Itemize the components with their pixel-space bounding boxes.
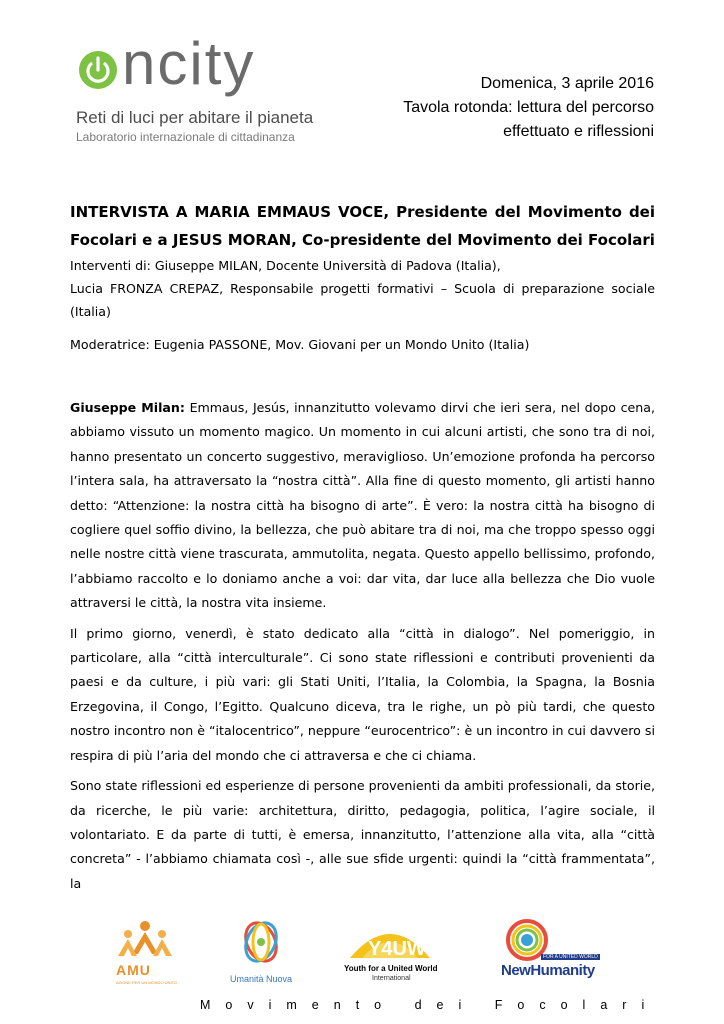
new-humanity-small: FOR A UNITED WORLD bbox=[543, 954, 598, 960]
speakers-line-2: Lucia FRONZA CREPAZ, Responsabile progetti formativi – Scuola di preparazione sociale (Italia) bbox=[70, 281, 655, 319]
event-line-2: Tavola rotonda: lettura del percorso bbox=[403, 99, 654, 116]
power-icon bbox=[78, 50, 118, 90]
new-humanity-label: NewHumanity bbox=[501, 962, 595, 979]
logo-wordmark: ncity bbox=[122, 30, 256, 97]
y4uw-sub2: International bbox=[372, 975, 411, 982]
y4uw-sub: Youth for a United World bbox=[344, 964, 438, 973]
event-info bbox=[403, 72, 654, 144]
amu-logo bbox=[110, 918, 180, 990]
umanita-nuova-label: Umanità Nuova bbox=[230, 974, 293, 984]
speakers-line-1: Interventi di: Giuseppe MILAN, Docente Università di Padova (Italia), bbox=[70, 258, 501, 273]
amu-label: AMU bbox=[116, 962, 151, 978]
event-line-3: effettuato e riflessioni bbox=[503, 123, 654, 140]
paragraph-2: Il primo giorno, venerdì, è stato dedicato alla “città in dialogo”. Nel pomeriggio, in particolare, alla “città interculturale”. Ci sono state riflessioni e contributi provenienti da paesi e da culture, i più vari: gli Stati Uniti, l’Italia, la Colombia, la Spagna, la Bosnia Erzegovina, il Congo, l’Egitto. Qualcuno diceva, tra le righe, un pò più tardi, che questo nostro incontro non è “italocentrico”, neppure “eurocentrico”: è un incontro in cui davvero si respira di più l’aria del mondo che ci attraversa e che ci chiama. bbox=[70, 625, 655, 763]
logo-tagline: Reti di luci per abitare il pianeta bbox=[76, 108, 314, 127]
oncity-logo bbox=[76, 30, 336, 148]
paragraph-1-text: Emmaus, Jesús, innanzitutto volevamo dirvi che ieri sera, nel dopo cena, abbiamo vissuto un momento magico. Un momento in cui alcuni artisti, che sono tra di noi, hanno presentato un concerto suggestivo, meraviglioso. Un’emozione profonda ha percorso l’intera sala, ha attraversato la “nostra città”. Alla fine di questo momento, gli artisti hanno detto: “Attenzione: la nostra città ha bisogno di arte”. È vero: la nostra città ha bisogno di cogliere quel soffio divino, la bellezza, che può abitare tra di noi, ma che troppo spesso oggi nelle nostre città viene trascurata, ammutolita, negata. Questo appello bellissimo, profondo, l’abbiamo raccolto e lo doniamo anche a voi: dar vita, dar luce alla bellezza che Dio vuole attraversi le città, la nostra vita insieme. bbox=[70, 400, 655, 611]
moderator-line: Moderatrice: Eugenia PASSONE, Mov. Giovani per un Mondo Unito (Italia) bbox=[70, 337, 530, 352]
speaker-name: Giuseppe Milan: bbox=[70, 400, 185, 415]
document-body bbox=[70, 198, 655, 896]
paragraph-3: Sono state riflessioni ed esperienze di persone provenienti da ambiti professionali, da storie, da ricerche, le più varie: architettura, diritto, pedagogia, politica, l’agire sociale, il volontariato. E da parte di tutti, è emersa, innanzitutto, l’attenzione alla vita, alla “città concreta” - l’abbiamo chiamata così -, alle sue sfide urgenti: quindi la “città frammentata”, la bbox=[70, 778, 655, 891]
new-humanity-logo bbox=[495, 918, 615, 990]
footer-logos bbox=[110, 918, 640, 990]
amu-figures-icon bbox=[110, 918, 180, 968]
document-title: INTERVISTA A MARIA EMMAUS VOCE, Presidente del Movimento dei Focolari e a JESUS MORAN, Co-presidente del Movimento dei Focolari bbox=[70, 203, 655, 249]
y4uw-logo bbox=[340, 918, 440, 990]
logo-subtagline: Laboratorio internazionale di cittadinanza bbox=[76, 130, 295, 144]
y4uw-label: Y4UW bbox=[368, 938, 426, 960]
footer-movement-text: Movimento dei Focolari bbox=[200, 998, 660, 1012]
event-date: Domenica, 3 aprile 2016 bbox=[480, 75, 654, 92]
paragraph-1 bbox=[70, 396, 655, 616]
umanita-nuova-logo bbox=[226, 918, 296, 990]
umanita-nuova-swirl-icon bbox=[226, 918, 296, 968]
amu-sub: AZIONE PER UN MONDO UNITO bbox=[116, 980, 178, 985]
